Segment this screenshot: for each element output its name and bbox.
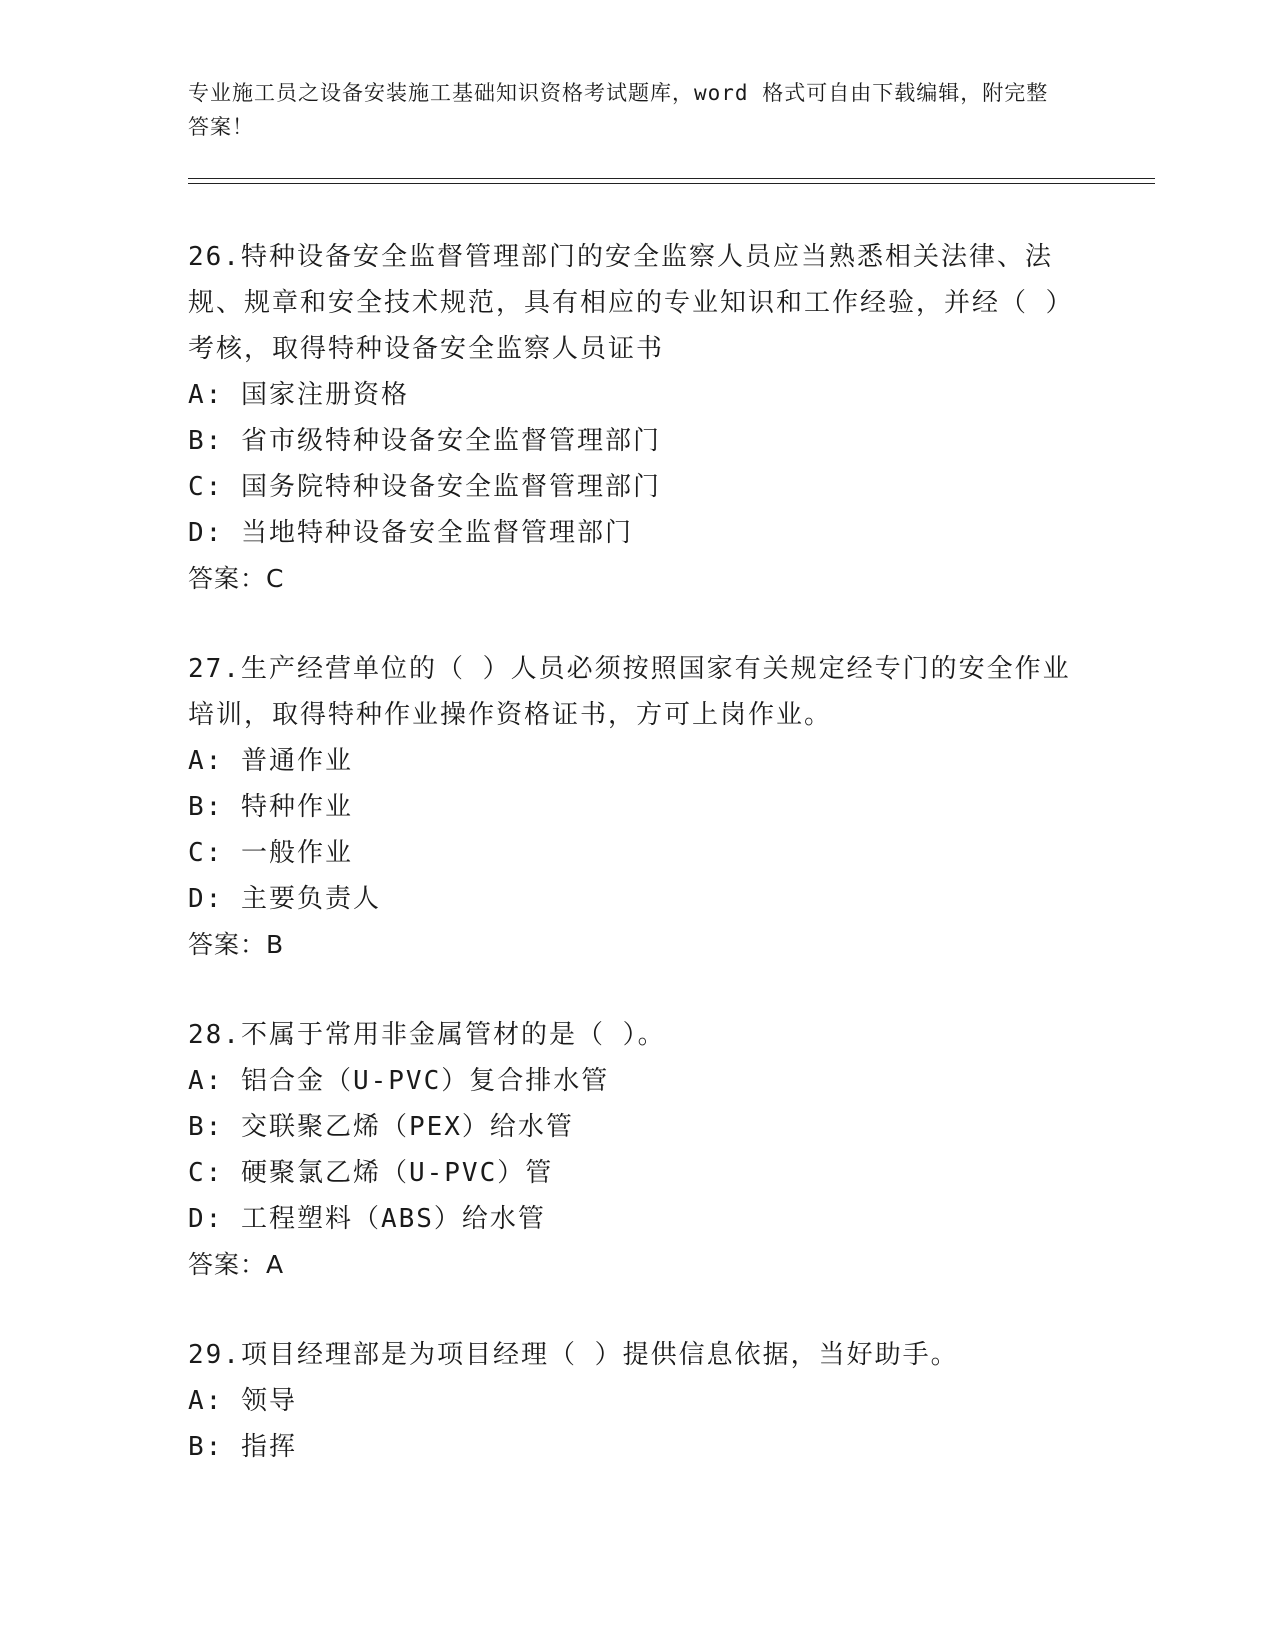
question-27 [188,646,1088,968]
option-c: C: 硬聚氯乙烯（U-PVC）管 [188,1158,554,1188]
option-a: A: 铝合金（U-PVC）复合排水管 [188,1066,610,1096]
question-stem: 26.特种设备安全监督管理部门的安全监察人员应当熟悉相关法律、法规、规章和安全技术规范，具有相应的专业知识和工作经验，并经（ ）考核，取得特种设备安全监察人员证书 [188,242,1074,364]
option-d: D: 当地特种设备安全监督管理部门 [188,518,633,548]
question-stem: 29.项目经理部是为项目经理（ ）提供信息依据，当好助手。 [188,1340,959,1370]
question-stem: 27.生产经营单位的（ ）人员必须按照国家有关规定经专门的安全作业培训，取得特种作业操作资格证书，方可上岗作业。 [188,654,1071,730]
question-28 [188,1012,1088,1288]
header-text: 专业施工员之设备安装施工基础知识资格考试题库，word 格式可自由下载编辑，附完整答案！ [188,81,1049,139]
header-divider-bottom [188,183,1155,184]
header-divider-top [188,178,1155,179]
answer: 答案：B [188,930,285,959]
option-b: B: 指挥 [188,1432,297,1462]
question-29 [188,1332,1088,1470]
option-d: D: 主要负责人 [188,884,381,914]
option-a: A: 国家注册资格 [188,380,409,410]
question-26 [188,234,1088,602]
option-b: B: 交联聚乙烯（PEX）给水管 [188,1112,574,1142]
option-b: B: 省市级特种设备安全监督管理部门 [188,426,661,456]
option-a: A: 领导 [188,1386,297,1416]
option-b: B: 特种作业 [188,792,353,822]
document-header [188,76,1068,144]
answer: 答案：A [188,1250,285,1279]
answer: 答案：C [188,564,285,593]
question-stem: 28.不属于常用非金属管材的是（ ）。 [188,1020,666,1050]
option-c: C: 国务院特种设备安全监督管理部门 [188,472,661,502]
option-a: A: 普通作业 [188,746,353,776]
option-d: D: 工程塑料（ABS）给水管 [188,1204,546,1234]
option-c: C: 一般作业 [188,838,353,868]
